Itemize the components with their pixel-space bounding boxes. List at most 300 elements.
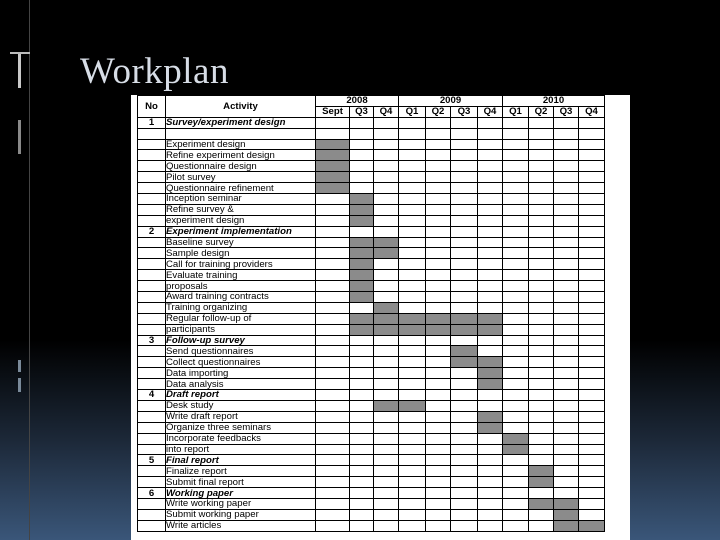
gantt-cell xyxy=(579,302,605,313)
gantt-cell xyxy=(316,302,350,313)
gantt-cell xyxy=(374,379,399,390)
gantt-cell xyxy=(503,302,529,313)
gantt-cell xyxy=(478,117,503,128)
gantt-cell xyxy=(426,357,451,368)
gantt-cell xyxy=(316,477,350,488)
gantt-cell xyxy=(554,215,579,226)
year-header: 2008 xyxy=(316,96,399,107)
activity-row xyxy=(138,444,605,455)
gantt-cell xyxy=(579,128,605,139)
gantt-cell xyxy=(350,509,374,520)
gantt-cell xyxy=(426,259,451,270)
section-label: Survey/experiment design xyxy=(166,117,316,128)
activity-label: Submit final report xyxy=(166,477,316,488)
gantt-cell xyxy=(316,270,350,281)
gantt-cell xyxy=(529,455,554,466)
row-number xyxy=(138,498,166,509)
gantt-cell xyxy=(350,302,374,313)
gantt-cell xyxy=(350,117,374,128)
section-row xyxy=(138,488,605,499)
gantt-cell xyxy=(554,411,579,422)
gantt-cell xyxy=(529,390,554,401)
gantt-cell xyxy=(374,117,399,128)
gantt-bar xyxy=(350,215,374,226)
gantt-cell xyxy=(478,477,503,488)
gantt-cell xyxy=(426,194,451,205)
gantt-bar xyxy=(503,444,529,455)
gantt-cell xyxy=(316,281,350,292)
activity-label: Send questionnaires xyxy=(166,346,316,357)
gantt-cell xyxy=(579,226,605,237)
gantt-cell xyxy=(350,422,374,433)
gantt-cell xyxy=(579,455,605,466)
gantt-cell xyxy=(350,466,374,477)
gantt-cell xyxy=(579,400,605,411)
gantt-cell xyxy=(554,477,579,488)
section-label: Working paper xyxy=(166,488,316,499)
gantt-cell xyxy=(451,215,478,226)
gantt-cell xyxy=(579,270,605,281)
gantt-cell xyxy=(316,248,350,259)
row-number: 2 xyxy=(138,226,166,237)
activity-label: Data analysis xyxy=(166,379,316,390)
activity-label: Refine survey & xyxy=(166,204,316,215)
gantt-cell xyxy=(579,215,605,226)
gantt-cell xyxy=(503,422,529,433)
gantt-cell xyxy=(529,444,554,455)
gantt-cell xyxy=(451,477,478,488)
gantt-cell xyxy=(350,498,374,509)
gantt-cell xyxy=(451,411,478,422)
gantt-bar xyxy=(478,411,503,422)
gantt-cell xyxy=(503,270,529,281)
gantt-bar xyxy=(579,520,605,531)
gantt-cell xyxy=(426,520,451,531)
gantt-cell xyxy=(316,400,350,411)
gantt-cell xyxy=(579,422,605,433)
gantt-cell xyxy=(529,346,554,357)
gantt-bar xyxy=(478,379,503,390)
gantt-bar xyxy=(350,259,374,270)
gantt-cell xyxy=(350,400,374,411)
activity-label: Finalize report xyxy=(166,466,316,477)
gantt-cell xyxy=(478,498,503,509)
gantt-cell xyxy=(503,466,529,477)
gantt-cell xyxy=(374,433,399,444)
gantt-cell xyxy=(316,194,350,205)
gantt-cell xyxy=(426,444,451,455)
gantt-cell xyxy=(554,488,579,499)
gantt-cell xyxy=(316,346,350,357)
gantt-cell xyxy=(350,379,374,390)
gantt-cell xyxy=(579,346,605,357)
gantt-cell xyxy=(529,117,554,128)
gantt-cell xyxy=(426,204,451,215)
gantt-cell xyxy=(399,194,426,205)
row-number xyxy=(138,172,166,183)
gantt-cell xyxy=(374,455,399,466)
gantt-bar xyxy=(350,194,374,205)
gantt-cell xyxy=(374,509,399,520)
gantt-cell xyxy=(316,422,350,433)
gantt-cell xyxy=(350,357,374,368)
gantt-cell xyxy=(503,259,529,270)
activity-label: participants xyxy=(166,324,316,335)
gantt-cell xyxy=(529,259,554,270)
gantt-cell xyxy=(399,150,426,161)
gantt-cell xyxy=(503,183,529,194)
gantt-cell xyxy=(426,488,451,499)
gantt-cell xyxy=(350,346,374,357)
gantt-bar xyxy=(451,346,478,357)
section-row xyxy=(138,335,605,346)
row-number xyxy=(138,292,166,303)
gantt-cell xyxy=(451,139,478,150)
gantt-cell xyxy=(374,411,399,422)
gantt-bar xyxy=(374,313,399,324)
gantt-cell xyxy=(478,433,503,444)
gantt-cell xyxy=(451,433,478,444)
gantt-cell xyxy=(426,302,451,313)
row-number xyxy=(138,422,166,433)
gantt-bar xyxy=(374,248,399,259)
gantt-cell xyxy=(554,466,579,477)
gantt-cell xyxy=(529,411,554,422)
gantt-cell xyxy=(554,237,579,248)
gantt-cell xyxy=(374,128,399,139)
gantt-cell xyxy=(374,368,399,379)
gantt-cell xyxy=(374,183,399,194)
activity-label: Desk study xyxy=(166,400,316,411)
gantt-cell xyxy=(374,150,399,161)
section-label: Follow-up survey xyxy=(166,335,316,346)
gantt-cell xyxy=(316,237,350,248)
activity-label: Sample design xyxy=(166,248,316,259)
gantt-cell xyxy=(579,172,605,183)
gantt-cell xyxy=(426,128,451,139)
gantt-cell xyxy=(478,488,503,499)
gantt-cell xyxy=(374,292,399,303)
gantt-cell xyxy=(426,400,451,411)
gantt-cell xyxy=(478,248,503,259)
gantt-cell xyxy=(451,466,478,477)
row-number xyxy=(138,466,166,477)
gantt-cell xyxy=(529,194,554,205)
gantt-cell xyxy=(451,379,478,390)
gantt-cell xyxy=(478,390,503,401)
row-number xyxy=(138,204,166,215)
activity-label: Write working paper xyxy=(166,498,316,509)
gantt-cell xyxy=(529,248,554,259)
gantt-cell xyxy=(554,292,579,303)
activity-row xyxy=(138,183,605,194)
activity-row xyxy=(138,433,605,444)
gantt-cell xyxy=(529,204,554,215)
gantt-cell xyxy=(374,259,399,270)
gantt-cell xyxy=(451,150,478,161)
gantt-cell xyxy=(399,368,426,379)
gantt-cell xyxy=(316,444,350,455)
gantt-cell xyxy=(529,270,554,281)
gantt-bar xyxy=(478,368,503,379)
activity-row xyxy=(138,150,605,161)
gantt-cell xyxy=(451,488,478,499)
row-number xyxy=(138,248,166,259)
activity-row xyxy=(138,139,605,150)
gantt-cell xyxy=(316,128,350,139)
gantt-cell xyxy=(503,455,529,466)
gantt-cell xyxy=(579,466,605,477)
row-number xyxy=(138,400,166,411)
gantt-cell xyxy=(399,237,426,248)
activity-label: into report xyxy=(166,444,316,455)
gantt-bar xyxy=(478,324,503,335)
gantt-cell xyxy=(451,444,478,455)
gantt-bar xyxy=(451,357,478,368)
quarter-header: Q1 xyxy=(399,106,426,117)
gantt-cell xyxy=(316,520,350,531)
gantt-bar xyxy=(503,433,529,444)
gantt-cell xyxy=(316,379,350,390)
row-number xyxy=(138,444,166,455)
gantt-cell xyxy=(399,520,426,531)
gantt-cell xyxy=(579,477,605,488)
workplan-panel xyxy=(131,95,630,540)
gantt-cell xyxy=(503,281,529,292)
gantt-cell xyxy=(503,161,529,172)
gantt-cell xyxy=(529,422,554,433)
gantt-cell xyxy=(426,477,451,488)
gantt-cell xyxy=(579,313,605,324)
section-row xyxy=(138,226,605,237)
gantt-cell xyxy=(554,139,579,150)
gantt-cell xyxy=(399,259,426,270)
gantt-body xyxy=(138,117,605,531)
gantt-cell xyxy=(554,281,579,292)
activity-label: Organize three seminars xyxy=(166,422,316,433)
gantt-table xyxy=(137,95,605,532)
gantt-cell xyxy=(374,194,399,205)
gantt-cell xyxy=(350,411,374,422)
gantt-bar xyxy=(316,172,350,183)
gantt-cell xyxy=(579,368,605,379)
row-number: 4 xyxy=(138,390,166,401)
activity-label: Experiment design xyxy=(166,139,316,150)
activity-row xyxy=(138,357,605,368)
gantt-cell xyxy=(579,433,605,444)
gantt-cell xyxy=(579,259,605,270)
gantt-cell xyxy=(554,226,579,237)
gantt-cell xyxy=(399,161,426,172)
gantt-cell xyxy=(316,204,350,215)
gantt-cell xyxy=(350,433,374,444)
activity-label: Write articles xyxy=(166,520,316,531)
section-label: Draft report xyxy=(166,390,316,401)
gantt-cell xyxy=(350,128,374,139)
gantt-cell xyxy=(399,270,426,281)
gantt-cell xyxy=(399,488,426,499)
gantt-cell xyxy=(579,117,605,128)
gantt-cell xyxy=(316,433,350,444)
gantt-cell xyxy=(399,422,426,433)
gantt-cell xyxy=(579,237,605,248)
gantt-cell xyxy=(426,281,451,292)
year-header: 2010 xyxy=(503,96,605,107)
gantt-cell xyxy=(451,117,478,128)
gantt-cell xyxy=(478,215,503,226)
gantt-cell xyxy=(374,466,399,477)
gantt-cell xyxy=(399,139,426,150)
gantt-cell xyxy=(451,259,478,270)
gantt-cell xyxy=(426,466,451,477)
gantt-cell xyxy=(554,270,579,281)
gantt-cell xyxy=(316,488,350,499)
gantt-bar xyxy=(399,324,426,335)
gantt-bar xyxy=(374,237,399,248)
gantt-cell xyxy=(350,455,374,466)
gantt-cell xyxy=(451,237,478,248)
gantt-cell xyxy=(399,172,426,183)
row-number: 5 xyxy=(138,455,166,466)
activity-row xyxy=(138,520,605,531)
gantt-cell xyxy=(426,183,451,194)
gantt-bar xyxy=(399,313,426,324)
gantt-cell xyxy=(554,248,579,259)
gantt-cell xyxy=(426,117,451,128)
gantt-cell xyxy=(316,455,350,466)
activity-row xyxy=(138,346,605,357)
gantt-bar xyxy=(350,313,374,324)
gantt-cell xyxy=(554,117,579,128)
gantt-cell xyxy=(426,368,451,379)
gantt-cell xyxy=(350,368,374,379)
gantt-cell xyxy=(374,422,399,433)
gantt-cell xyxy=(399,444,426,455)
gantt-cell xyxy=(316,335,350,346)
gantt-bar xyxy=(316,150,350,161)
gantt-cell xyxy=(451,292,478,303)
gantt-cell xyxy=(478,139,503,150)
gantt-bar xyxy=(478,313,503,324)
row-number xyxy=(138,379,166,390)
gantt-cell xyxy=(426,150,451,161)
gantt-cell xyxy=(316,313,350,324)
row-number xyxy=(138,346,166,357)
gantt-cell xyxy=(579,357,605,368)
gantt-cell xyxy=(451,270,478,281)
gantt-cell xyxy=(316,324,350,335)
gantt-cell xyxy=(350,390,374,401)
gantt-cell xyxy=(554,194,579,205)
gantt-cell xyxy=(579,324,605,335)
gantt-bar xyxy=(350,204,374,215)
gantt-cell xyxy=(374,139,399,150)
gantt-cell xyxy=(350,488,374,499)
row-number xyxy=(138,313,166,324)
gantt-cell xyxy=(426,237,451,248)
activity-label: Refine experiment design xyxy=(166,150,316,161)
gantt-cell xyxy=(426,411,451,422)
gantt-cell xyxy=(426,390,451,401)
gantt-cell xyxy=(451,248,478,259)
activity-label xyxy=(166,128,316,139)
gantt-cell xyxy=(316,117,350,128)
gantt-cell xyxy=(426,433,451,444)
gantt-cell xyxy=(579,194,605,205)
quarter-header: Sept xyxy=(316,106,350,117)
gantt-bar xyxy=(529,466,554,477)
gantt-cell xyxy=(399,411,426,422)
gantt-cell xyxy=(478,444,503,455)
gantt-cell xyxy=(529,335,554,346)
gantt-cell xyxy=(503,488,529,499)
activity-label: Write draft report xyxy=(166,411,316,422)
gantt-cell xyxy=(426,172,451,183)
gantt-cell xyxy=(426,270,451,281)
gantt-cell xyxy=(579,488,605,499)
activity-row xyxy=(138,466,605,477)
row-number: 3 xyxy=(138,335,166,346)
gantt-cell xyxy=(374,281,399,292)
gantt-bar xyxy=(374,302,399,313)
gantt-cell xyxy=(503,117,529,128)
gantt-cell xyxy=(529,237,554,248)
gantt-bar xyxy=(529,477,554,488)
gantt-cell xyxy=(451,520,478,531)
gantt-cell xyxy=(529,150,554,161)
gantt-cell xyxy=(503,194,529,205)
gantt-cell xyxy=(529,161,554,172)
gantt-cell xyxy=(478,161,503,172)
gantt-cell xyxy=(503,313,529,324)
decor-line xyxy=(10,52,30,54)
gantt-bar xyxy=(451,324,478,335)
gantt-cell xyxy=(399,390,426,401)
gantt-cell xyxy=(554,302,579,313)
activity-row xyxy=(138,128,605,139)
activity-row xyxy=(138,324,605,335)
gantt-cell xyxy=(316,390,350,401)
row-number: 1 xyxy=(138,117,166,128)
gantt-cell xyxy=(554,390,579,401)
gantt-cell xyxy=(478,346,503,357)
quarter-header: Q2 xyxy=(426,106,451,117)
activity-label: Questionnaire design xyxy=(166,161,316,172)
gantt-cell xyxy=(451,204,478,215)
gantt-cell xyxy=(478,183,503,194)
gantt-bar xyxy=(350,292,374,303)
activity-row xyxy=(138,259,605,270)
gantt-bar xyxy=(350,237,374,248)
activity-label: Inception seminar xyxy=(166,194,316,205)
gantt-cell xyxy=(451,281,478,292)
activity-label: proposals xyxy=(166,281,316,292)
gantt-cell xyxy=(579,292,605,303)
activity-label: Pilot survey xyxy=(166,172,316,183)
gantt-cell xyxy=(399,346,426,357)
gantt-cell xyxy=(478,455,503,466)
gantt-cell xyxy=(399,183,426,194)
activity-label: Baseline survey xyxy=(166,237,316,248)
gantt-cell xyxy=(374,172,399,183)
row-number xyxy=(138,237,166,248)
activity-row xyxy=(138,194,605,205)
gantt-cell xyxy=(399,498,426,509)
gantt-cell xyxy=(374,346,399,357)
section-label: Final report xyxy=(166,455,316,466)
gantt-cell xyxy=(426,509,451,520)
gantt-cell xyxy=(316,509,350,520)
